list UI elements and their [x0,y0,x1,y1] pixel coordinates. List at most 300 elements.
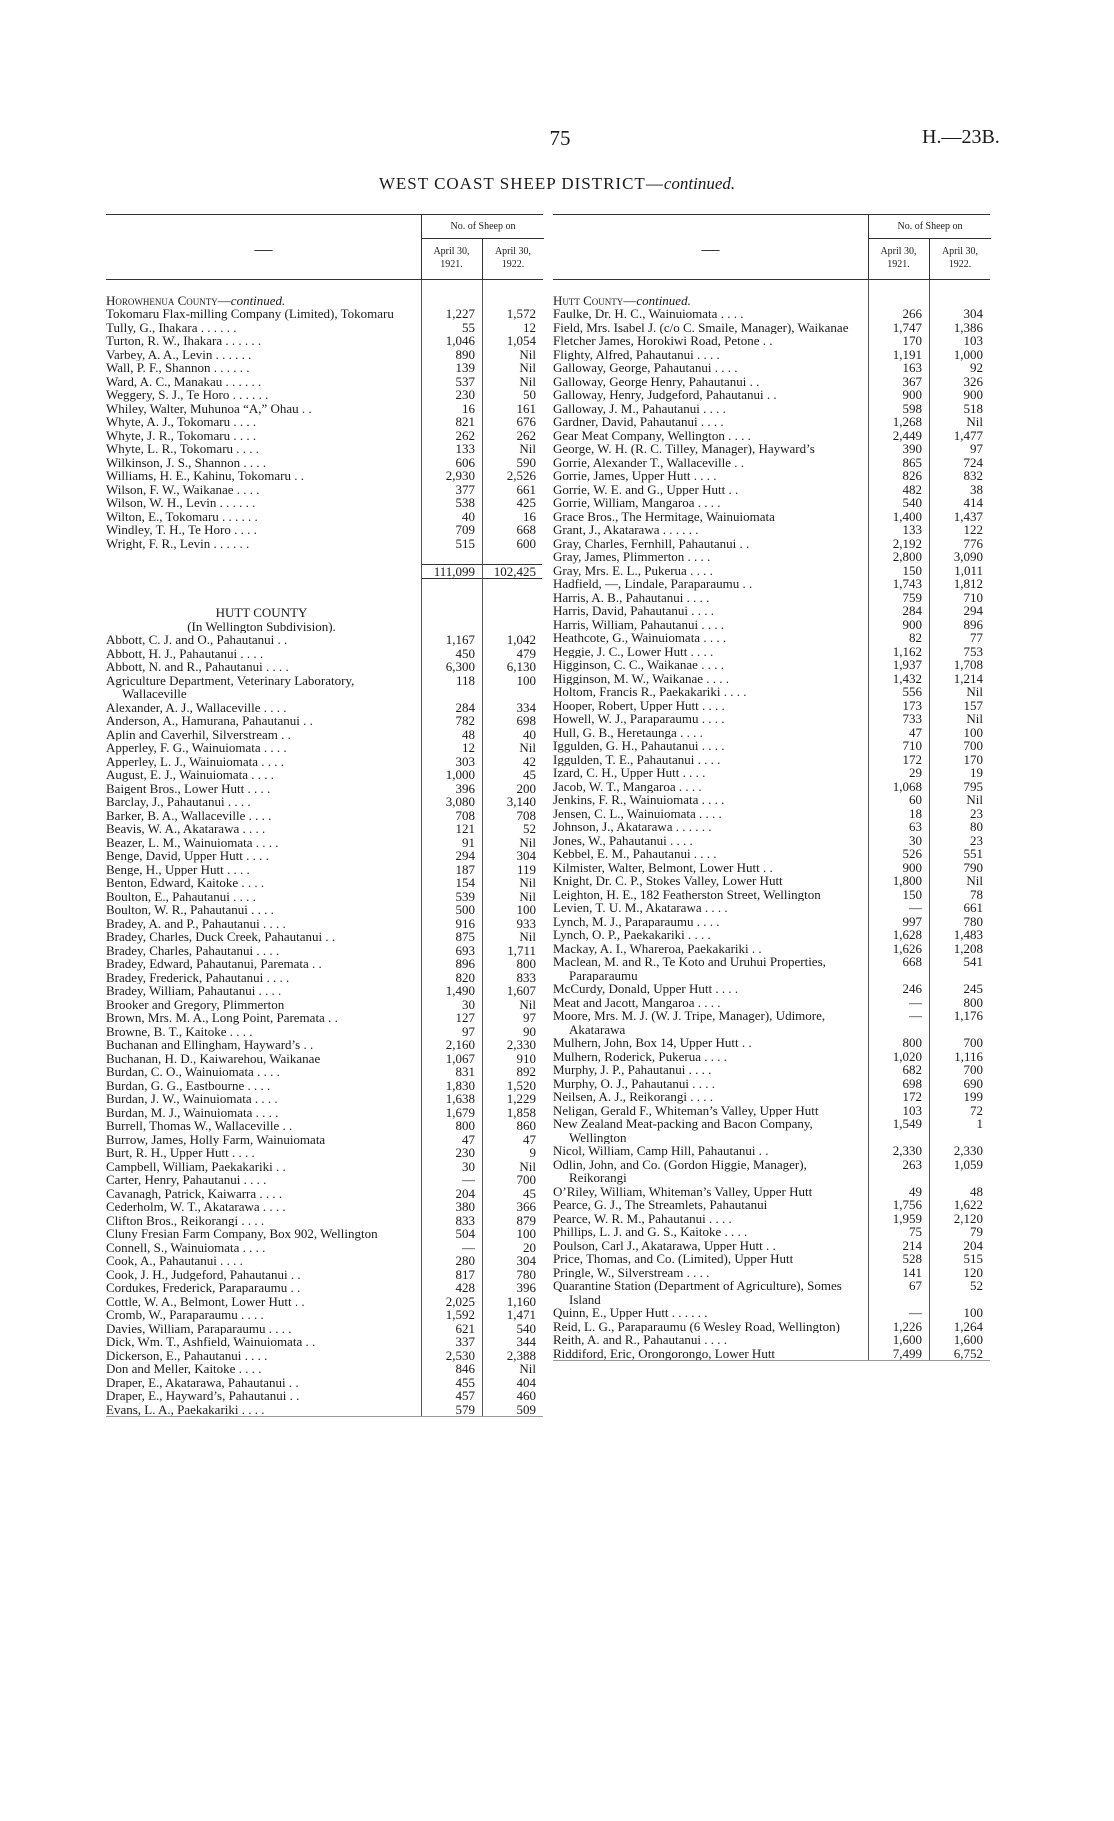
owner-name: Gorrie, Alexander T., Wallaceville . . [553,455,744,469]
table-row [553,645,990,659]
table-row [553,1279,990,1306]
page-number: 75 [549,126,571,150]
county-heading [106,606,543,620]
owner-name: Burdan, M. J., Wainuiomata . . . . [106,1105,279,1119]
table-row [553,1212,990,1226]
sheep-1921: 141 [902,1264,922,1280]
sheep-1922: 724 [963,454,983,470]
owner-name: Mulhern, Roderick, Pukerua . . . . [553,1049,728,1063]
sheep-1922: 262 [516,427,536,443]
sheep-1921: 1,226 [892,1318,922,1334]
sheep-1922: 1,264 [953,1318,983,1334]
sheep-1922: 833 [516,969,536,985]
table-row [553,753,990,767]
sheep-1922: 199 [963,1089,983,1104]
page-title [0,174,1114,194]
sheep-1922: 23 [970,805,983,821]
owner-name: Iggulden, G. H., Pahautanui . . . . [553,739,725,753]
owner-name: Kilmister, Walter, Belmont, Lower Hutt . . [553,860,773,874]
sheep-1922: 1,471 [506,1307,536,1322]
table-row [106,496,543,510]
sheep-1921: 266 [902,306,922,321]
table-row [106,836,543,850]
table-row [106,795,543,809]
owner-name: Galloway, Henry, Judgeford, Pahautanui . . [553,388,777,402]
table-row [553,901,990,915]
header-group-sheep: No. of Sheep on [868,215,991,239]
sheep-1922: 1,812 [953,576,983,591]
sheep-1922: 518 [963,400,983,416]
total-row [106,564,543,580]
owner-name: Boulton, W. R., Pahautanui . . . . [106,903,274,917]
sheep-1922: 48 [970,1183,983,1199]
owner-name: Cavanagh, Patrick, Kaiwarra . . . . [106,1186,283,1200]
table-row [553,577,990,591]
owner-name: Flighty, Alfred, Pahautanui . . . . [553,347,720,361]
sheep-1921: 693 [455,942,475,958]
table-row [106,876,543,890]
sheep-1922: 479 [516,645,536,661]
owner-name: Benton, Edward, Kaitoke . . . . [106,876,265,890]
table-row [106,523,543,537]
table-row [553,915,990,929]
table-row [106,1295,543,1309]
table-row [553,658,990,672]
owner-name: Burrow, James, Holly Farm, Wainuiomata [106,1132,326,1146]
sheep-1921: 504 [455,1226,475,1241]
owner-name: Levien, T. U. M., Akatarawa . . . . [553,901,728,915]
table-row [553,321,990,335]
owner-name: Barclay, J., Pahautanui . . . . [106,795,251,809]
sheep-1922: 1,572 [506,306,536,321]
owner-name: Jacob, W. T., Mangaroa . . . . [553,779,702,793]
owner-name: O’Riley, William, Whiteman’s Valley, Upper Hutt [553,1184,813,1198]
sheep-1922: 42 [523,753,536,769]
sheep-1922: Nil [966,711,983,726]
sheep-1921: 337 [455,1334,475,1349]
owner-name: Whyte, A. J., Tokomaru . . . . [106,415,257,429]
owner-name: Cordukes, Frederick, Paraparaumu . . [106,1281,301,1295]
sheep-1921: 538 [455,495,475,510]
owner-name: Bradey, Charles, Pahautanui . . . . [106,943,280,957]
sheep-1921: 621 [455,1320,475,1336]
sheep-1921: 1,756 [892,1197,922,1212]
owner-name: Fletcher James, Horokiwi Road, Petone . . [553,334,773,348]
owner-name: Galloway, J. M., Pahautanui . . . . [553,401,726,415]
sheep-1922: 45 [523,1185,536,1201]
sheep-1922: 1,858 [506,1104,536,1120]
sheep-1921: 821 [455,414,475,429]
table-row [106,1376,543,1390]
sheep-1921: 47 [462,1131,475,1147]
sheep-1921: 1,937 [892,657,922,672]
sheep-1922: Nil [519,875,536,890]
sheep-1921: 284 [455,699,475,715]
sheep-1922: 6,130 [506,659,536,674]
sheep-1922: 92 [970,360,983,375]
table-row [106,1227,543,1241]
sheep-1921: 12 [462,740,475,755]
owner-name: Bradey, William, Pahautanui . . . . [106,984,282,998]
owner-name: Gardner, David, Pahautanui . . . . [553,415,724,429]
table-row [553,510,990,524]
sheep-1921: 1,549 [892,1116,922,1131]
spacer-row [106,593,543,607]
sheep-1922: 294 [963,603,983,618]
sheep-1922: 910 [516,1050,536,1066]
sheep-1921: 2,930 [445,468,475,483]
sheep-1922: 100 [516,902,536,917]
sheep-1921: 377 [455,481,475,497]
sheep-1922: 404 [516,1374,536,1390]
sheep-1921: 1,600 [892,1332,922,1347]
sheep-1921: 49 [909,1183,922,1199]
sheep-1921: 2,449 [892,427,922,443]
table-row [553,604,990,618]
sheep-1922: 1,011 [954,562,983,578]
sheep-1922: 780 [963,913,983,929]
table-row [553,1036,990,1050]
sheep-1922: 100 [516,672,536,688]
table-row [106,321,543,335]
sheep-1922: 80 [970,819,983,834]
table-row [553,402,990,416]
table-body [553,280,990,1361]
sheep-1922: 204 [963,1237,983,1253]
table-row [553,483,990,497]
owner-name: Draper, E., Akatarawa, Pahautanui . . [106,1375,299,1389]
table-row [106,1025,543,1039]
owner-name: Browne, B. T., Kaitoke . . . . [106,1024,253,1038]
owner-name [106,294,421,308]
sheep-1922: 3,090 [953,549,983,564]
table-row [106,647,543,661]
table-row [106,1335,543,1349]
owner-name: HUTT COUNTY [215,606,308,620]
owner-name: Higginson, C. C., Waikanae . . . . [553,658,724,672]
table-row [553,429,990,443]
owner-name: McCurdy, Donald, Upper Hutt . . . . [553,982,739,996]
table-row [553,361,990,375]
sheep-1921: — [909,1008,922,1023]
table-row [553,739,990,753]
sheep-1922: 1,600 [953,1332,983,1347]
sheep-1921: 1,679 [445,1104,475,1120]
sheep-1921: 294 [455,848,475,863]
owner-name: Heathcote, G., Wainuiomata . . . . [553,631,727,645]
table-row [106,1403,543,1417]
sheep-1921: 1,747 [892,319,922,335]
sheep-1922: 396 [516,1280,536,1295]
sheep-1922: 509 [516,1401,536,1417]
table-row [553,955,990,982]
owner-name: Varbey, A. A., Levin . . . . . . [106,347,252,361]
owner-name: Apperley, F. G., Wainuiomata . . . . [106,741,287,755]
sheep-1921: 1,046 [445,333,475,348]
sheep-1921: 67 [909,1278,922,1293]
sheep-1921: 800 [902,1035,922,1050]
sheep-1922: 77 [970,630,983,645]
owner-name: Bradey, Edward, Pahautanui, Paremata . . [106,957,322,971]
table-row [106,714,543,728]
sheep-1921: — [909,900,922,915]
sheep-1922: 832 [963,468,983,483]
table-row [106,944,543,958]
table-row [106,998,543,1012]
sheep-1921: 846 [455,1361,475,1376]
owner-name: Price, Thomas, and Co. (Limited), Upper Hutt [553,1252,794,1266]
sheep-1922: Nil [966,873,983,888]
sheep-1922: 879 [516,1212,536,1228]
sheep-1922: 344 [516,1334,536,1349]
sheep-1921: 900 [902,387,922,402]
owner-name: Anderson, A., Hamurana, Pahautanui . . [106,714,313,728]
table-row [106,660,543,674]
owner-name: Reith, A. and R., Pahautanui . . . . [553,1333,728,1347]
table-row [553,1185,990,1199]
owner-name: Buchanan, H. D., Kaiwarehou, Waikanae [106,1051,321,1065]
sheep-1921: 16 [462,400,475,416]
sheep-1922: 97 [523,1010,536,1025]
sheep-1921: 709 [455,522,475,537]
title-text: WEST COAST SHEEP DISTRICT— [378,174,664,193]
owner-name: Whiley, Walter, Muhunoa “A,” Ohau . . [106,401,312,415]
table-row [553,1104,990,1118]
sheep-1921: 48 [462,726,475,742]
sheep-1922: 72 [970,1102,983,1118]
sheep-1921: 2,192 [892,535,922,551]
sheep-1921: 280 [455,1253,475,1268]
table-row [553,1117,990,1144]
table-row [106,701,543,715]
sheep-1922: 708 [516,807,536,823]
owner-name: Knight, Dr. C. P., Stokes Valley, Lower Hutt [553,874,783,888]
spacer-row [106,579,543,593]
sheep-1921: 579 [455,1401,475,1417]
sheep-1921: 831 [455,1064,475,1079]
owner-name: Wilson, W. H., Levin . . . . . . [106,496,256,510]
sheep-1921: 1,830 [445,1077,475,1093]
table-row [553,564,990,578]
table-row [106,429,543,443]
owner-name: Baigent Bros., Lower Hutt . . . . [106,781,271,795]
table-row [553,496,990,510]
owner-name: Ward, A. C., Manakau . . . . . . [106,374,262,388]
owner-name: Brown, Mrs. M. A., Long Point, Paremata . . [106,1011,338,1025]
sheep-1921: 1,268 [892,414,922,429]
owner-name: Burdan, C. O., Wainuiomata . . . . [106,1065,280,1079]
table-row [106,755,543,769]
sheep-1921: 482 [902,481,922,497]
table-row [553,726,990,740]
table-row [106,334,543,348]
left-column-table [106,214,543,1417]
owner-name: Moore, Mrs. M. J. (W. J. Tripe, Manager), Udimore, Akatarawa [553,1009,826,1036]
sheep-1921: 173 [902,697,922,713]
table-row [106,1200,543,1214]
right-column-table [553,214,990,1361]
sheep-1921: 997 [902,913,922,929]
table-row [106,890,543,904]
sheep-1921: 55 [462,319,475,335]
owner-name: Bradey, A. and P., Pahautanui . . . . [106,916,286,930]
sheep-1921: 139 [455,360,475,375]
table-row [553,793,990,807]
sheep-1922: 1,483 [953,927,983,942]
owner-name: Neilsen, A. J., Reikorangi . . . . [553,1090,713,1104]
sheep-1921: 1,020 [892,1048,922,1064]
sheep-1922: 45 [523,767,536,782]
sheep-1921: 111,099 [421,564,481,580]
sheep-1921: 91 [462,834,475,850]
sheep-1922: 414 [963,495,983,510]
sheep-1921: 820 [455,969,475,985]
table-row [106,1079,543,1093]
owner-name: Poulson, Carl J., Akatarawa, Upper Hutt . . [553,1238,776,1252]
owner-name: Turton, R. W., Ihakara . . . . . . [106,334,262,348]
owner-name: Burdan, J. W., Wainuiomata . . . . [106,1092,278,1106]
table-row [106,348,543,362]
section-heading [106,294,543,308]
owner-name: Wright, F. R., Levin . . . . . . [106,536,250,550]
table-row [553,442,990,456]
sheep-1921: 7,499 [892,1345,922,1361]
owner-name: Clifton Bros., Reikorangi . . . . [106,1213,265,1227]
sheep-1922: 1,622 [953,1197,983,1212]
table-body [106,280,543,1417]
owner-name: Heggie, J. C., Lower Hutt . . . . [553,644,714,658]
table-row [106,1146,543,1160]
sheep-1921: 457 [455,1388,475,1403]
table-row [553,874,990,888]
owner-name: Gear Meat Company, Wellington . . . . [553,428,751,442]
table-row [106,1241,543,1255]
table-row [553,888,990,902]
table-row [553,847,990,861]
sheep-1921: 303 [455,753,475,769]
sheep-1921: 1,068 [892,778,922,794]
sheep-1921: 133 [902,522,922,537]
sheep-1921: 2,330 [892,1143,922,1158]
sheep-1921: 539 [455,888,475,904]
sheep-1922: 120 [963,1264,983,1280]
owner-name: Cottle, W. A., Belmont, Lower Hutt . . [106,1294,305,1308]
sheep-1922: 676 [516,414,536,429]
sheep-1922: 800 [963,994,983,1010]
sheep-1922: 1,607 [506,983,536,998]
owner-name: Benge, David, Upper Hutt . . . . [106,849,269,863]
table-row [553,672,990,686]
sheep-1922: 50 [523,387,536,402]
title-continued: continued. [663,174,736,193]
header-col-1922: April 30, 1922. [929,238,990,279]
sheep-1921: 733 [902,711,922,726]
table-row [106,822,543,836]
sheep-1922: 795 [963,778,983,794]
header-group-sheep: No. of Sheep on [421,215,544,239]
owner-name: Hull, G. B., Heretaunga . . . . [553,725,703,739]
sheep-1922: 79 [970,1224,983,1239]
owner-name: Lynch, M. J., Paraparaumu . . . . [553,914,720,928]
sheep-1922: Nil [519,1361,536,1376]
sheep-1921: 150 [902,562,922,578]
sheep-1922: 23 [970,832,983,848]
sheep-1922: Nil [519,888,536,904]
sheep-1921: — [909,994,922,1010]
sheep-1922: 200 [516,780,536,796]
sheep-1922: 892 [516,1064,536,1079]
table-row [553,1158,990,1185]
sheep-1922: 590 [516,454,536,470]
sheep-1922: 668 [516,522,536,537]
table-row [106,971,543,985]
table-row [106,633,543,647]
sheep-1922: 515 [963,1251,983,1266]
sheep-1921: 30 [909,832,922,848]
sheep-1922: 661 [963,900,983,915]
table-row [553,388,990,402]
table-row [106,917,543,931]
sheep-1921: 6,300 [445,659,475,674]
table-row [106,1133,543,1147]
owner-name: Galloway, George Henry, Pahautanui . . [553,374,760,388]
table-row [553,928,990,942]
sheep-1922: 40 [523,726,536,742]
table-row [553,618,990,632]
sheep-1922: 1,208 [953,940,983,956]
table-row [106,1106,543,1120]
sheep-1922: 304 [516,848,536,863]
sheep-1921: 500 [455,902,475,917]
table-row [106,782,543,796]
sheep-1922: Nil [966,414,983,429]
sheep-1921: 1,490 [445,983,475,998]
owner-name: Hooper, Robert, Upper Hutt . . . . [553,698,725,712]
sheep-1922: 20 [523,1239,536,1255]
owner-name: Jenkins, F. R., Wainuiomata . . . . [553,793,725,807]
table-row [553,1077,990,1091]
header-dash: — [254,239,273,259]
sheep-1922: 661 [516,481,536,497]
table-row [106,1052,543,1066]
table-row [106,1011,543,1025]
sheep-1922: 52 [970,1278,983,1293]
owner-name: Neligan, Gerald F., Whiteman’s Valley, Upper Hutt [553,1103,819,1117]
sheep-1921: 1,162 [892,643,922,659]
table-row [106,537,543,551]
owner-name: Maclean, M. and R., Te Koto and Uruhui Properties, Paraparaumu [553,955,826,982]
owner-name: Windley, T. H., Te Horo . . . . [106,523,257,537]
sheep-1922: 245 [963,981,983,996]
table-row [106,984,543,998]
sheep-1921: 1,959 [892,1210,922,1226]
sheep-1922: 304 [516,1253,536,1268]
owner-name: Abbott, C. J. and O., Pahautanui . . [106,633,288,647]
table-row [106,1308,543,1322]
owner-name: Buchanan and Ellingham, Hayward’s . . [106,1038,314,1052]
sheep-1922: Nil [519,360,536,375]
sheep-1922: 1,708 [953,657,983,672]
owner-name [106,564,421,580]
sheep-1922: 1,000 [953,346,983,362]
header-col-1922: April 30, 1922. [482,238,543,279]
sheep-1922: 100 [963,724,983,740]
sheep-1922: 97 [970,441,983,456]
table-row [106,1362,543,1376]
sheep-1922: 1,477 [953,427,983,443]
sheep-1922: 102,425 [481,564,542,580]
sheep-1922: Nil [966,684,983,699]
